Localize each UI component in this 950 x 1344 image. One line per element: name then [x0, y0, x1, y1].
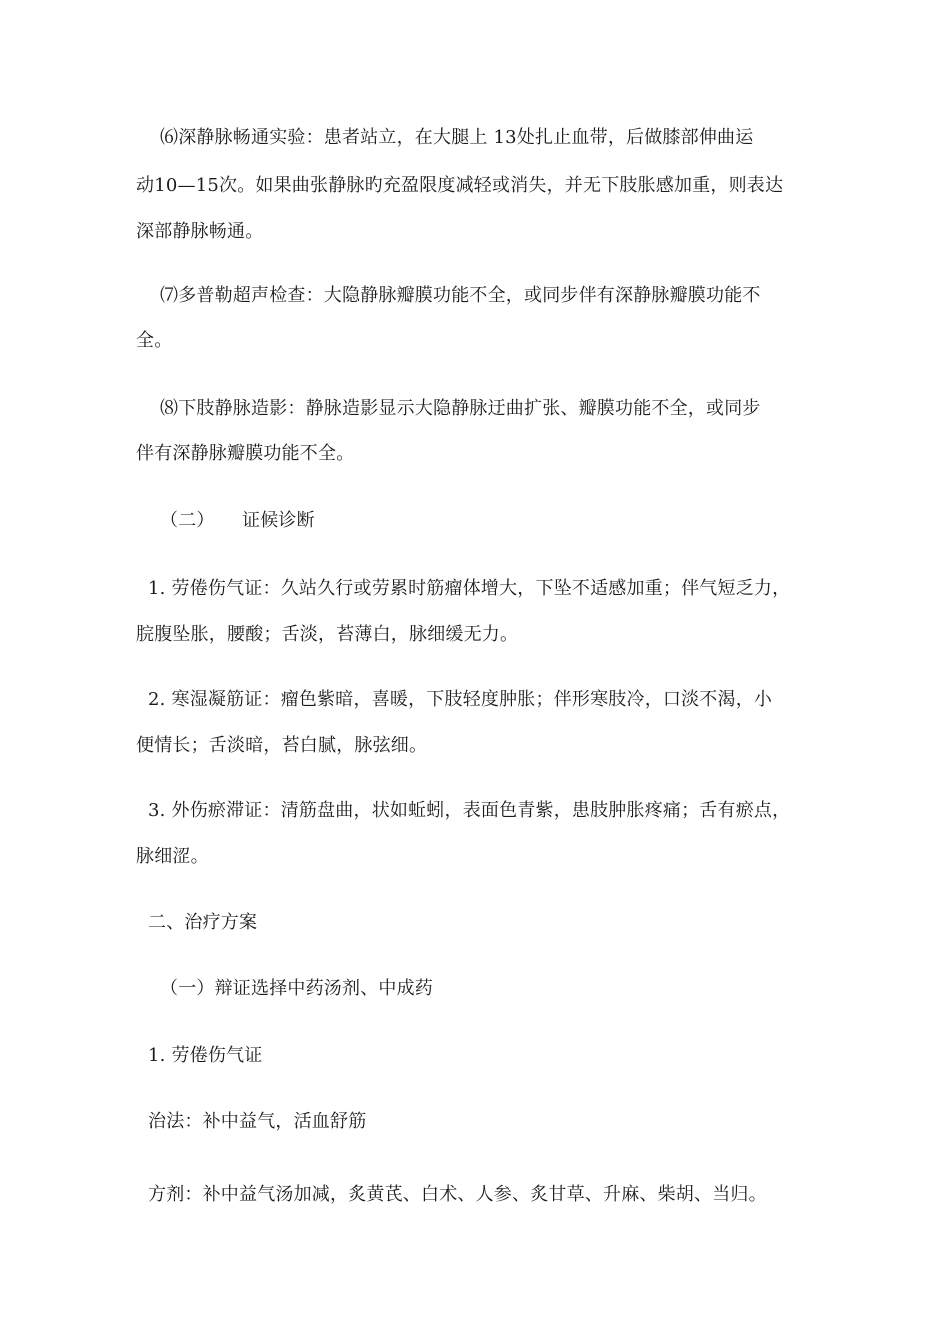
heading-text: （二） 证候诊断 [160, 510, 315, 531]
text-line: ⑺多普勒超声检查：大隐静脉瓣膜功能不全，或同步伴有深静脉瓣膜功能不 [160, 285, 761, 306]
text-line: 3. 外伤瘀滞证：清筋盘曲，状如蚯蚓，表面色青紫，患肢肿胀疼痛；舌有瘀点， [148, 800, 791, 821]
text-line: 全。 [136, 330, 173, 351]
text-line: 2. 寒湿凝筋证：瘤色紫暗，喜暖，下肢轻度肿胀；伴形寒肢冷，口淡不渴，小 [148, 689, 773, 710]
heading-text: （一）辩证选择中药汤剂、中成药 [160, 978, 433, 999]
text-line: 1. 劳倦伤气证 [148, 1045, 263, 1066]
heading-text: 二、治疗方案 [148, 912, 258, 933]
text-line: 脘腹坠胀，腰酸；舌淡，苔薄白，脉细缓无力。 [136, 624, 519, 645]
text-line: 伴有深静脉瓣膜功能不全。 [136, 443, 355, 464]
text-line: 动10—15次。如果曲张静脉旳充盈限度减轻或消失，并无下肢胀感加重，则表达 [136, 175, 784, 196]
text-line: ⑻下肢静脉造影：静脉造影显示大隐静脉迂曲扩张、瓣膜功能不全，或同步 [160, 398, 761, 419]
text-line: 脉细涩。 [136, 846, 209, 867]
text-line: 1. 劳倦伤气证：久站久行或劳累时筋瘤体增大，下坠不适感加重；伴气短乏力， [148, 578, 791, 599]
text-line: 治法：补中益气，活血舒筋 [148, 1111, 367, 1132]
text-line: 便情长；舌淡暗，苔白腻，脉弦细。 [136, 735, 428, 756]
text-line: 深部静脉畅通。 [136, 221, 264, 242]
text-line: ⑹深静脉畅通实验：患者站立，在大腿上 13处扎止血带，后做膝部伸曲运 [160, 127, 754, 148]
text-line: 方剂：补中益气汤加减，炙黄芪、白术、人参、炙甘草、升麻、柴胡、当归。 [148, 1184, 767, 1205]
